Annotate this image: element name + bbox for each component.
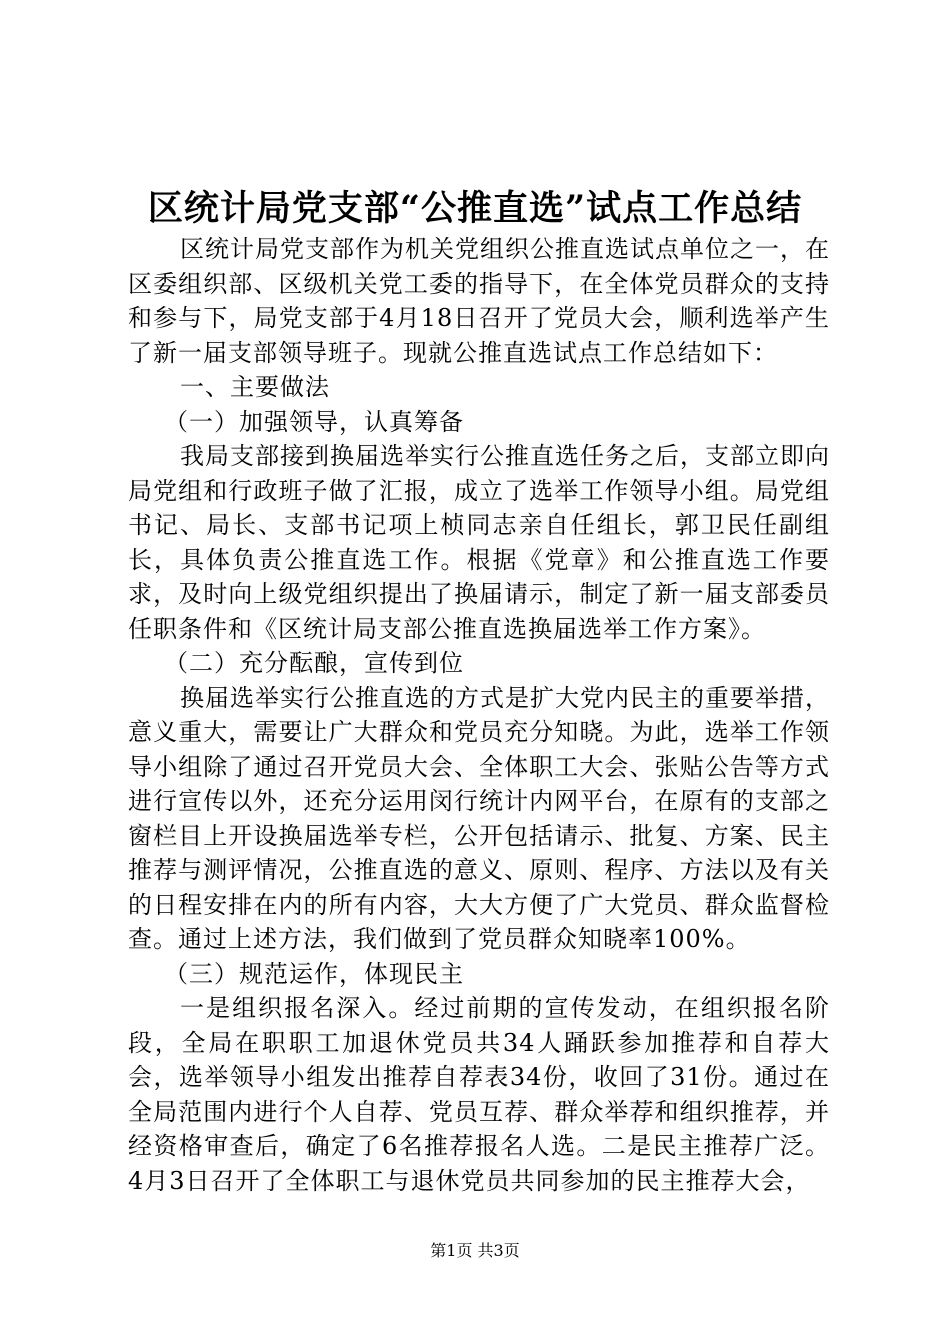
body-paragraph-2: 换届选举实行公推直选的方式是扩大党内民主的重要举措，意义重大，需要让广大群众和党员充分知晓。为此，选举工作领导小组除了通过召开党员大会、全体职工大会、张贴公告等方式进行宣传以外，还充分运用闵行统计内网平台，在原有的支部之窗栏目上开设换届选举专栏，公开包括请示、批复、方案、民主推荐与测评情况，公推直选的意义、原则、程序、方法以及有关的日程安排在内的所有内容，大大方便了广大党员、群众监督检查。通过上述方法，我们做到了党员群众知晓率100%。 [128, 683, 830, 953]
document-body [128, 232, 830, 1198]
page-footer: 第1页 共3页 [430, 1241, 520, 1260]
body-paragraph-1: 我局支部接到换届选举实行公推直选任务之后，支部立即向局党组和行政班子做了汇报，成立了选举工作领导小组。局党组书记、局长、支部书记项上桢同志亲自任组长，郭卫民任副组长，具体负责公推直选工作。根据《党章》和公推直选工作要求，及时向上级党组织提出了换届请示，制定了新一届支部委员任职条件和《区统计局支部公推直选换届选举工作方案》。 [128, 442, 830, 643]
section-heading-main-practices: 一、主要做法 [180, 373, 330, 401]
document-title: 区统计局党支部“公推直选”试点工作总结 [147, 188, 803, 229]
subsection-heading-3: （三）规范运作，体现民主 [164, 959, 464, 988]
body-paragraph-3: 一是组织报名深入。经过前期的宣传发动，在组织报名阶段，全局在职职工加退休党员共34人踊跃参加推荐和自荐大会，选举领导小组发出推荐自荐表34份，收回了31份。通过在全局范围内进行个人自荐、党员互荐、群众举荐和组织推荐，并经资格审查后，确定了6名推荐报名人选。二是民主推荐广泛。4月3日召开了全体职工与退休党员共同参加的民主推荐大会， [128, 994, 830, 1195]
subsection-heading-1: （一）加强领导，认真筹备 [164, 407, 464, 436]
intro-paragraph: 区统计局党支部作为机关党组织公推直选试点单位之一，在区委组织部、区级机关党工委的指导下，在全体党员群众的支持和参与下，局党支部于4月18日召开了党员大会，顺利选举产生了新一届支部领导班子。现就公推直选试点工作总结如下： [128, 235, 830, 367]
subsection-heading-2: （二）充分酝酿，宣传到位 [164, 649, 464, 677]
